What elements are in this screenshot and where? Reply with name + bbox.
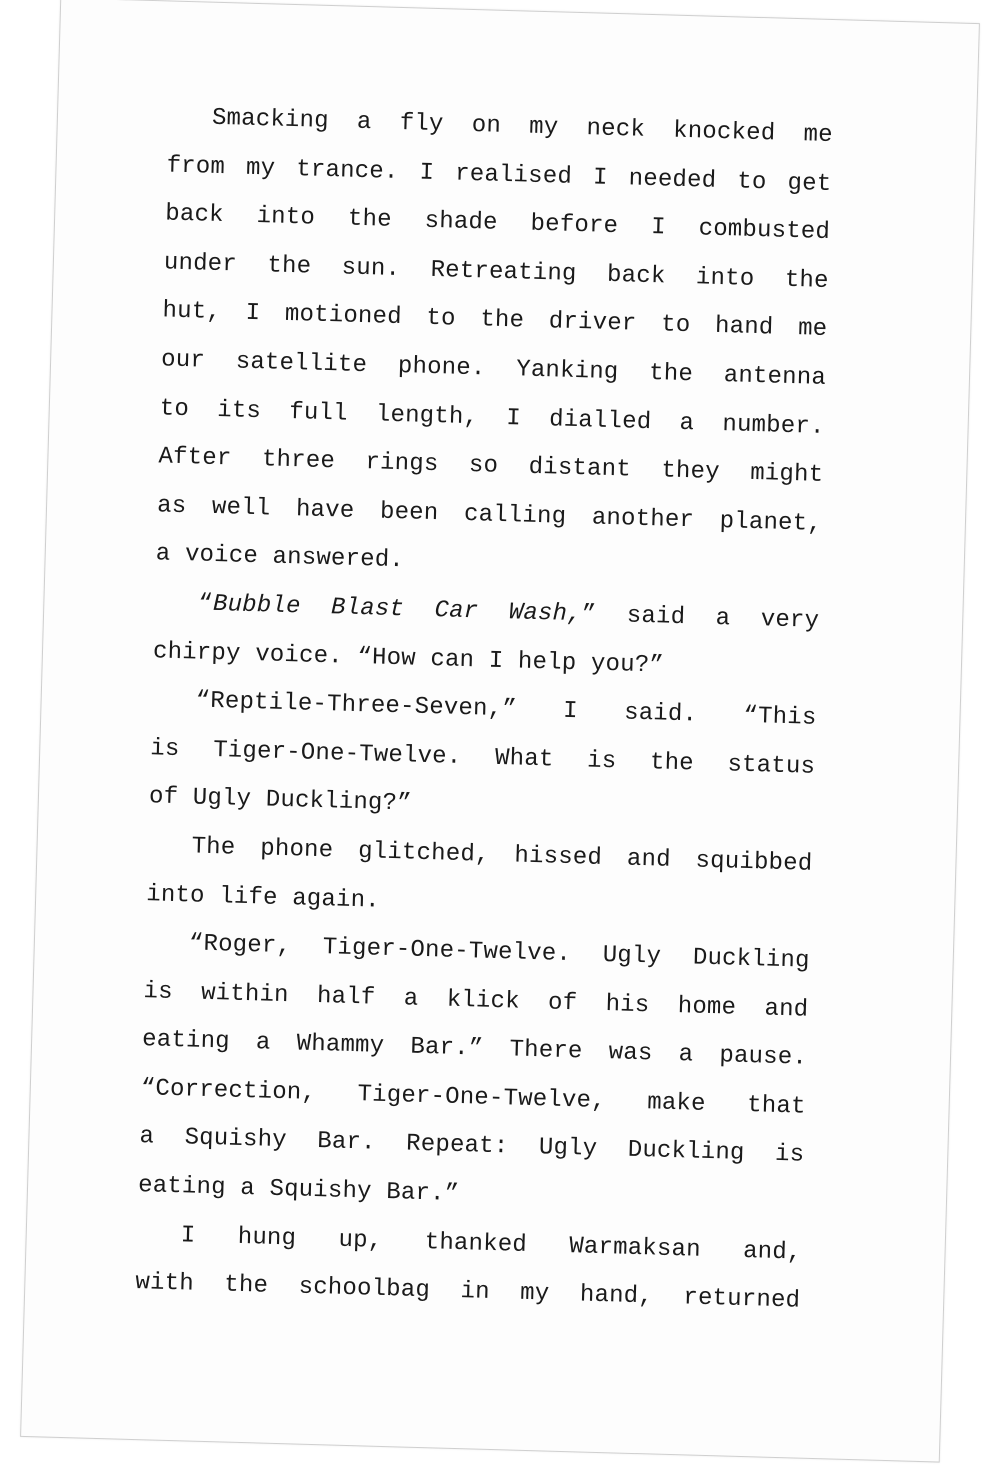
- car-wash-name: Bubble Blast Car Wash,: [212, 590, 583, 629]
- text-line: with the schoolbag in my hand, returned: [135, 1269, 801, 1315]
- text-line: back into the shade before I combusted: [164, 200, 831, 247]
- text-line: as well have been calling another planet,: [156, 492, 823, 538]
- text-line: a Squishy Bar. Repeat: Ugly Duckling is: [139, 1123, 805, 1170]
- text-line: of Ugly Duckling?”: [148, 783, 413, 818]
- text-line: into life again.: [145, 880, 381, 915]
- text-line: to its full length, I dialled a number.: [159, 394, 825, 441]
- book-page: [20, 0, 980, 1463]
- text-line: “Correction, Tiger-One-Twelve, make that: [140, 1074, 806, 1121]
- text-line: hut, I motioned to the driver to hand me: [162, 297, 828, 344]
- text-line: chirpy voice. “How can I help you?”: [152, 637, 665, 680]
- text-line: The phone glitched, hissed and squibbed: [191, 833, 813, 878]
- text-line: eating a Squishy Bar.”: [137, 1172, 460, 1209]
- text-line-rest: ” said a very: [581, 601, 820, 635]
- text-line: is Tiger-One-Twelve. What is the status: [149, 734, 816, 781]
- page-text: [135, 93, 834, 1326]
- text-line: is within half a klick of his home and: [143, 977, 809, 1024]
- text-line: I hung up, thanked Warmaksan and,: [180, 1221, 802, 1267]
- open-quote: “: [198, 590, 214, 618]
- text-line: After three rings so distant they might: [158, 443, 824, 490]
- text-line: a voice answered.: [155, 540, 405, 575]
- text-line: “Reptile-Three-Seven,” I said. “This: [195, 687, 817, 732]
- text-line: eating a Whammy Bar.” There was a pause.: [141, 1026, 808, 1072]
- text-line: our satellite phone. Yanking the antenna: [160, 346, 827, 392]
- text-line: Smacking a fly on my neck knocked me: [211, 104, 834, 150]
- text-line: under the sun. Retreating back into the: [163, 249, 830, 295]
- text-line: “Roger, Tiger-One-Twelve. Ugly Duckling: [188, 930, 811, 975]
- text-line: from my trance. I realised I needed to get: [166, 152, 832, 198]
